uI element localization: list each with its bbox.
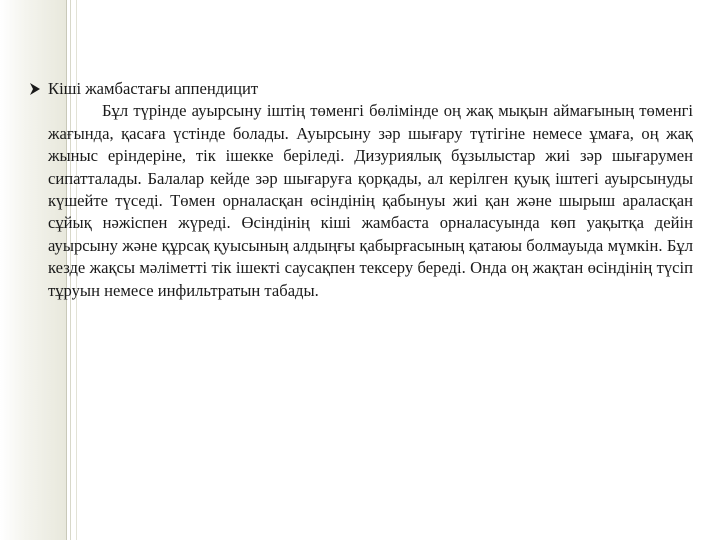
bullet-heading: Кіші жамбастағы аппендицит xyxy=(48,79,259,98)
bullet-body-text: Бұл түрінде ауырсыну іштің төменгі бөлімінде оң жақ мықын аймағының төменгі жағында, қасаға үстінде болады. Ауырсыну зәр шығару түтігіне немесе ұмаға, оң жақ жыныс еріндеріне, тік ішекке беріледі. Дизуриялық бұзылыстар жиі зәр шығарумен сипатталады. Балалар кейде зәр шығаруға қорқады, ал керілген қуық іштегі ауырсынуды күшейте түседі. Төмен орналасқан өсіндінің қабынуы жиі қан және шырыш араласқан сұйық нәжіспен жүреді. Өсіндінің кіші жамбаста орналасуында көп уақытқа дейін ауырсыну және құрсақ қуысының алдыңғы қабырғасының қатаюы болмауыда мүмкін. Бұл кезде жақсы мәліметті тік ішекті саусақпен тексеру береді. Онда оң жақтан өсіндінің түсіп тұруын немесе инфильтратын табады. xyxy=(48,101,693,300)
bullet-item xyxy=(28,78,693,302)
arrow-bullet-icon xyxy=(28,82,42,96)
slide-content xyxy=(28,78,693,302)
